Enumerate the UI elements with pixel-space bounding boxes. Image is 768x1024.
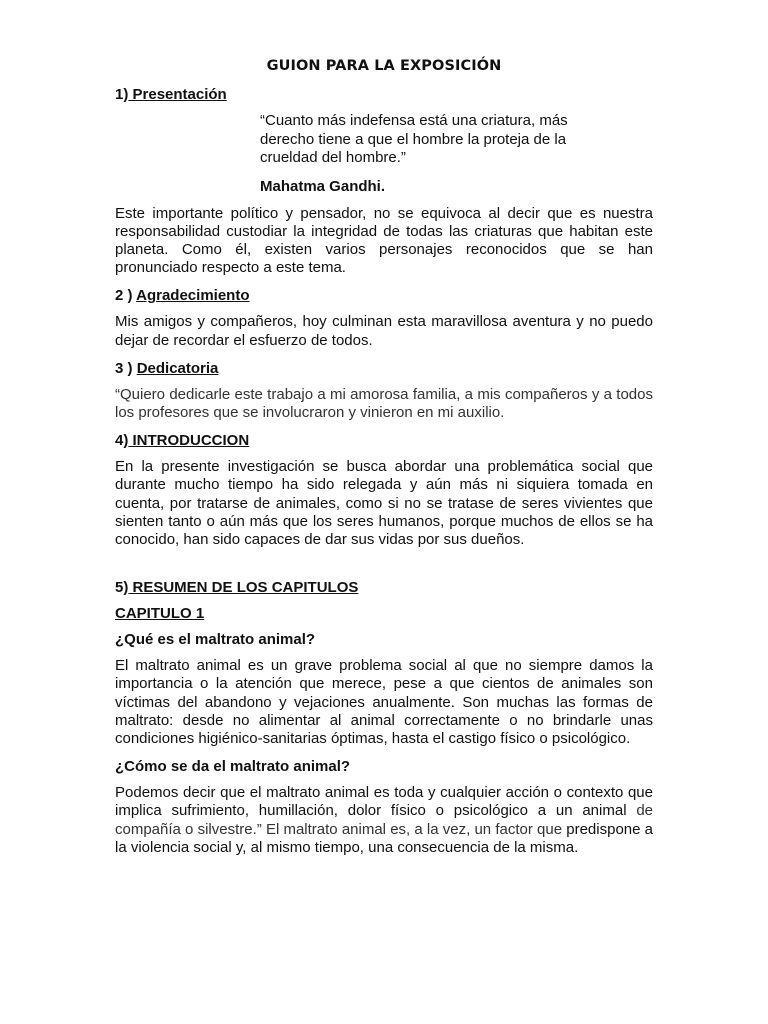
section-label: Agradecimiento — [136, 287, 250, 305]
paragraph-part: predispone a la violencia social y, al mismo tiempo, una consecuencia de la misma. — [115, 820, 653, 856]
paragraph-part: Podemos decir que el maltrato animal es toda y cualquier acción o contexto que implica sufrimiento, humillación, dolor físico o psicológico a un animal — [115, 784, 653, 820]
section-number: 3 ) — [115, 359, 137, 377]
paragraph-agradecimiento: Mis amigos y compañeros, hoy culminan esta maravillosa aventura y no puedo dejar de recordar el esfuerzo de todos. — [115, 313, 653, 349]
section-number: 4) — [115, 432, 129, 450]
section-number: 2 ) — [115, 287, 137, 305]
section-number: 5) — [115, 579, 129, 597]
quote-author: Mahatma Gandhi. — [260, 177, 386, 195]
paragraph-introduccion: En la presente investigación se busca abordar una problemática social que durante mucho tiempo ha sido relegada y aún más ni siquiera tomada en cuenta, por tratarse de animales, como si no se tratase de seres vivientes que sienten tanto o aún más que los seres humanos, porque muchos de ellos se ha conocido, han sido capaces de dar sus vidas por sus dueños. — [115, 458, 653, 548]
quote-block — [260, 112, 600, 195]
section-label: Dedicatoria — [136, 359, 219, 377]
section-heading-presentacion — [115, 86, 653, 104]
section-label: Presentación — [128, 86, 227, 103]
paragraph-dedicatoria: “Quiero dedicarle este trabajo a mi amorosa familia, a mis compañeros y a todos los profesores que se involucraron y vinieron en mi auxilio. — [115, 385, 653, 421]
spacer — [115, 559, 653, 579]
section-number: 1) — [115, 86, 129, 103]
paragraph-como-se-da — [115, 784, 653, 857]
question-heading-que-es: ¿Qué es el maltrato animal? — [115, 631, 316, 649]
chapter-heading: CAPITULO 1 — [115, 605, 205, 623]
section-heading-resumen — [115, 579, 653, 597]
document-page — [115, 58, 653, 867]
gandhi-quote: “Cuanto más indefensa está una criatura, más derecho tiene a que el hombre la proteja de la crueldad del hombre.” — [260, 112, 568, 166]
paragraph-que-es: El maltrato animal es un grave problema social al que no siempre damos la importancia o la atención que merece, pese a que cientos de animales son víctimas del abandono y vejaciones anualmente. Son muchas las formas de maltrato: desde no alimentar al animal correctamente o no brindarle unas condiciones higiénico-sanitarias óptimas, hasta el castigo físico o psicológico. — [115, 657, 653, 747]
paragraph-presentacion: Este importante político y pensador, no se equivoca al decir que es nuestra responsabilidad custodiar la integridad de todas las criaturas que habitan este planeta. Como él, existen varios personajes reconocidos que se han pronunciado respecto a este tema. — [115, 204, 653, 277]
paragraph-part: de compañía o silvestre.” El maltrato animal es, a la vez, un factor que — [115, 802, 653, 838]
section-heading-agradecimiento — [115, 287, 653, 305]
section-heading-dedicatoria — [115, 360, 653, 378]
section-heading-introduccion — [115, 432, 653, 450]
question-heading-como-se-da: ¿Cómo se da el maltrato animal? — [115, 758, 351, 776]
section-label: INTRODUCCION — [128, 432, 250, 450]
section-label: RESUMEN DE LOS CAPITULOS — [128, 579, 359, 597]
document-title: GUION PARA LA EXPOSICIÓN — [266, 58, 502, 74]
